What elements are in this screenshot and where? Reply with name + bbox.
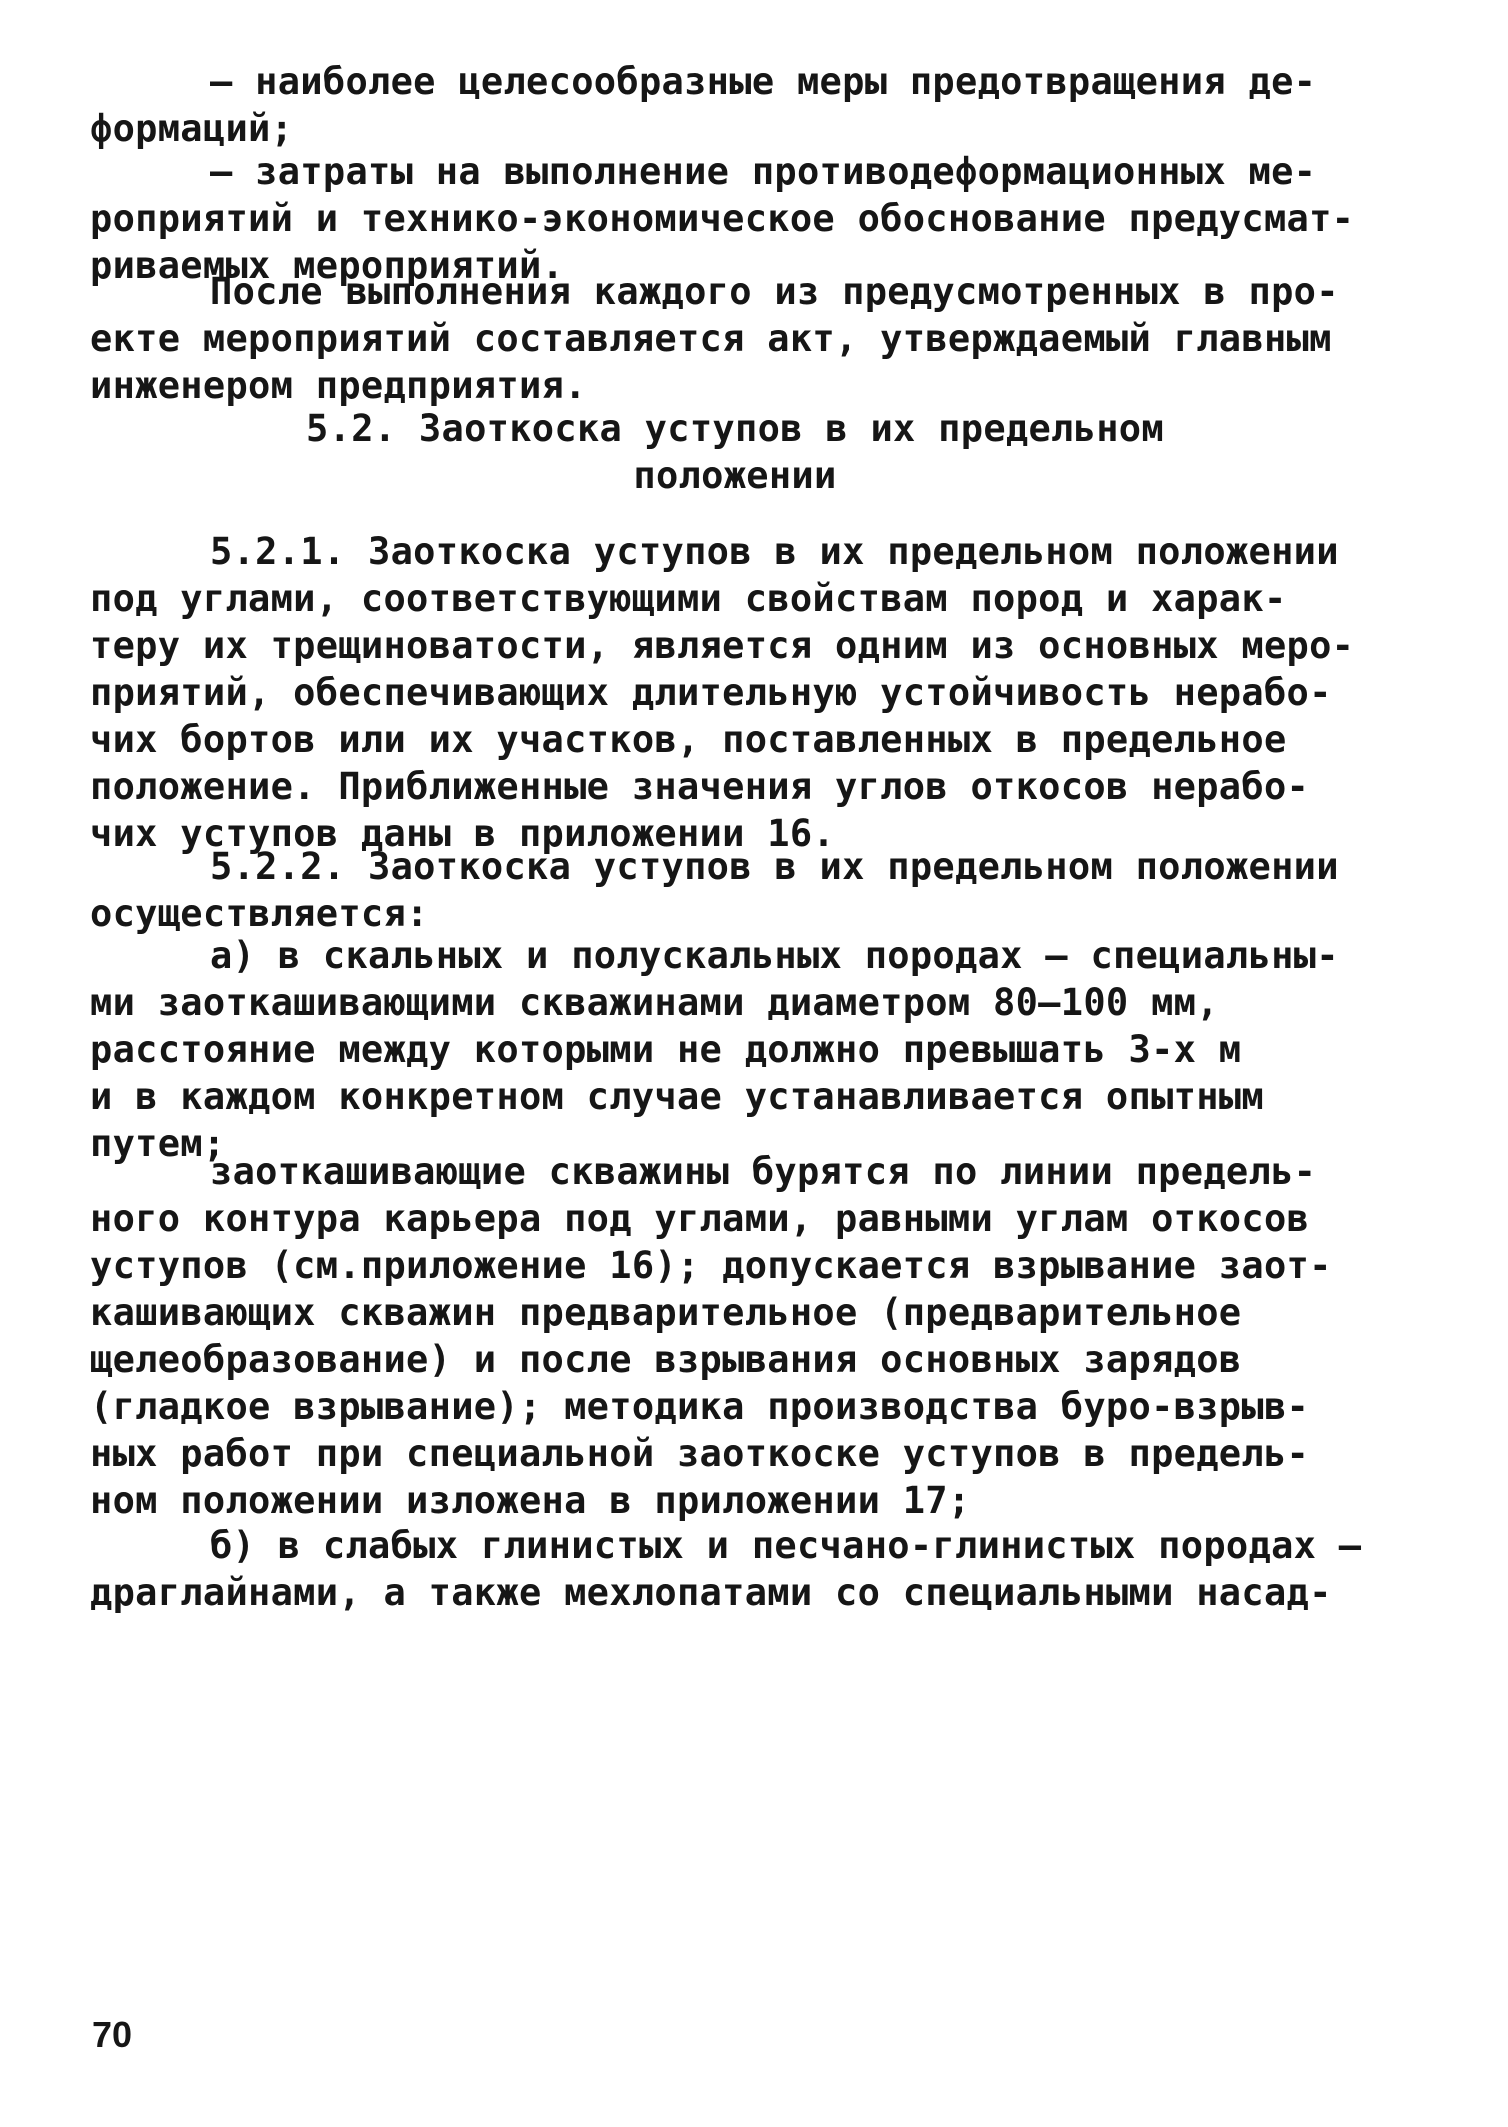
text-line: – наиболее целесообразные меры предотвращения де- (210, 60, 1317, 103)
paragraph-boreholes (90, 1148, 1420, 1524)
paragraph-item-b (90, 1522, 1420, 1616)
text-line: положение. Приближенные значения углов откосов нерабо- (90, 765, 1310, 808)
text-line: ных работ при специальной заоткоске уступов в предель- (90, 1432, 1310, 1475)
section-heading-line2: положении (633, 454, 837, 497)
text-line: 5.2.1. Заоткоска уступов в их предельном положении (210, 530, 1339, 573)
text-line: роприятий и технико-экономическое обоснование предусмат- (90, 197, 1355, 240)
text-line: ми заоткашивающими скважинами диаметром 80–100 мм, (90, 981, 1219, 1024)
text-line: осуществляется: (90, 892, 429, 935)
text-line: екте мероприятий составляется акт, утверждаемый главным (90, 317, 1332, 360)
text-line: расстояние между которыми не должно превышать 3-х м (90, 1028, 1242, 1071)
paragraph-measures (90, 58, 1420, 152)
text-line: уступов (см.приложение 16); допускается взрывание заот- (90, 1244, 1332, 1287)
text-line: инженером предприятия. (90, 364, 587, 407)
section-heading-line1: 5.2. Заоткоска уступов в их предельном (306, 407, 1164, 450)
text-line: щелеобразование) и после взрывания основных зарядов (90, 1338, 1242, 1381)
text-line: чих уступов даны в приложении 16. (90, 812, 836, 855)
text-line: теру их трещиноватости, является одним из основных меро- (90, 624, 1355, 667)
text-line: риваемых мероприятий. (90, 244, 565, 287)
text-line: а) в скальных и полускальных породах – специальны- (210, 934, 1339, 977)
text-line: драглайнами, а также мехлопатами со специальными насад- (90, 1571, 1332, 1614)
text-line: кашивающих скважин предварительное (предварительное (90, 1291, 1242, 1334)
paragraph-act (90, 268, 1420, 409)
text-line: и в каждом конкретном случае устанавливается опытным (90, 1075, 1264, 1118)
text-line: путем; (90, 1122, 226, 1165)
text-line: под углами, соответствующими свойствам пород и харак- (90, 577, 1287, 620)
text-line: – затраты на выполнение противодеформационных ме- (210, 150, 1317, 193)
text-line: чих бортов или их участков, поставленных в предельное (90, 718, 1287, 761)
text-line: формаций; (90, 107, 294, 150)
page-number: 70 (92, 2014, 133, 2055)
paragraph-item-a (90, 932, 1420, 1167)
text-line: б) в слабых глинистых и песчано-глинистых породах – (210, 1524, 1362, 1567)
paragraph-5-2-1 (90, 528, 1420, 857)
text-line: После выполнения каждого из предусмотренных в про- (210, 270, 1339, 313)
text-line: (гладкое взрывание); методика производства буро-взрыв- (90, 1385, 1310, 1428)
text-line: заоткашивающие скважины бурятся по линии предель- (210, 1150, 1317, 1193)
text-line: 5.2.2. Заоткоска уступов в их предельном положении (210, 845, 1339, 888)
text-line: приятий, обеспечивающих длительную устойчивость нерабо- (90, 671, 1332, 714)
text-line: ного контура карьера под углами, равными углам откосов (90, 1197, 1310, 1240)
text-line: ном положении изложена в приложении 17; (90, 1479, 971, 1522)
paragraph-5-2-2 (90, 843, 1420, 937)
section-heading (200, 405, 1270, 499)
